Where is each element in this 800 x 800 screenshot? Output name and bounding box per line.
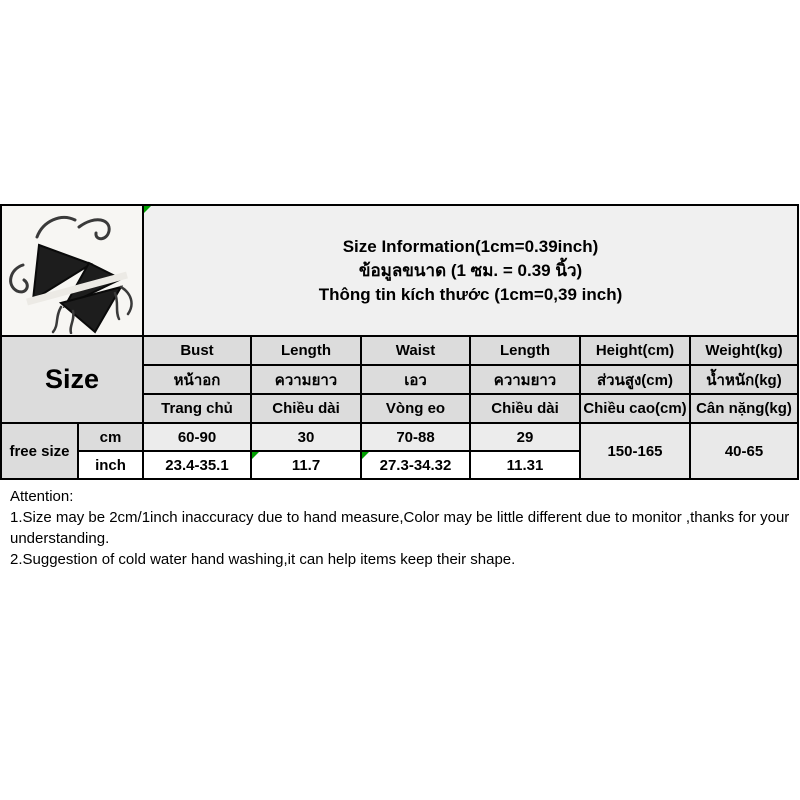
- length2-cm-value: 29: [470, 423, 580, 451]
- col-header-weight-en: Weight(kg): [690, 336, 798, 365]
- attention-notes: [10, 486, 792, 570]
- col-header-height-th: ส่วนสูง(cm): [580, 365, 690, 394]
- data-row-cm: [1, 423, 798, 451]
- weight-range-value: 40-65: [690, 423, 798, 479]
- height-range-value: 150-165: [580, 423, 690, 479]
- col-header-bust-vi: Trang chủ: [143, 394, 251, 423]
- title-cell: [143, 205, 798, 336]
- comment-marker-icon: [252, 452, 259, 459]
- col-header-length1-vi: Chiều dài: [251, 394, 361, 423]
- col-header-weight-vi: Cân nặng(kg): [690, 394, 798, 423]
- col-header-bust-en: Bust: [143, 336, 251, 365]
- length2-inch-value: 11.31: [470, 451, 580, 479]
- col-header-height-vi: Chiều cao(cm): [580, 394, 690, 423]
- length1-cm-value: 30: [251, 423, 361, 451]
- col-header-weight-th: น้ำหนัก(kg): [690, 365, 798, 394]
- title-line-vi: Thông tin kích thước (1cm=0,39 inch): [318, 284, 623, 304]
- col-header-waist-en: Waist: [361, 336, 470, 365]
- length1-inch-value: [251, 451, 361, 479]
- product-image-cell: [1, 205, 143, 336]
- row-label-free-size: free size: [1, 423, 78, 479]
- title-row: [1, 205, 798, 336]
- col-header-length2-th: ความยาว: [470, 365, 580, 394]
- title-line-th: ข้อมูลขนาด (1 ซม. = 0.39 นิ้ว): [358, 260, 583, 280]
- length1-inch-text: 11.7: [291, 456, 321, 474]
- col-header-height-en: Height(cm): [580, 336, 690, 365]
- col-header-waist-vi: Vòng eo: [361, 394, 470, 423]
- comment-marker-icon: [144, 206, 151, 213]
- waist-inch-text: 27.3-34.32: [379, 456, 452, 474]
- col-header-length2-vi: Chiều dài: [470, 394, 580, 423]
- col-header-bust-th: หน้าอก: [143, 365, 251, 394]
- bust-inch-value: 23.4-35.1: [143, 451, 251, 479]
- size-header-cell: Size: [1, 336, 143, 423]
- col-header-length1-en: Length: [251, 336, 361, 365]
- attention-line-2: 2.Suggestion of cold water hand washing,it can help items keep their shape.: [10, 551, 516, 568]
- size-table: [0, 204, 799, 480]
- header-row-en: [1, 336, 798, 365]
- col-header-length1-th: ความยาว: [251, 365, 361, 394]
- unit-label-cm: cm: [78, 423, 143, 451]
- col-header-length2-en: Length: [470, 336, 580, 365]
- title-line-en: Size Information(1cm=0.39inch): [342, 236, 599, 256]
- waist-cm-value: 70-88: [361, 423, 470, 451]
- unit-label-inch: inch: [78, 451, 143, 479]
- comment-marker-icon: [362, 452, 369, 459]
- bikini-product-image: [3, 207, 141, 334]
- attention-heading: Attention:: [10, 488, 74, 505]
- col-header-waist-th: เอว: [361, 365, 470, 394]
- attention-line-1: 1.Size may be 2cm/1inch inaccuracy due to hand measure,Color may be little different due to monitor ,thanks for your understanding.: [10, 509, 790, 547]
- waist-inch-value: [361, 451, 470, 479]
- bust-cm-value: 60-90: [143, 423, 251, 451]
